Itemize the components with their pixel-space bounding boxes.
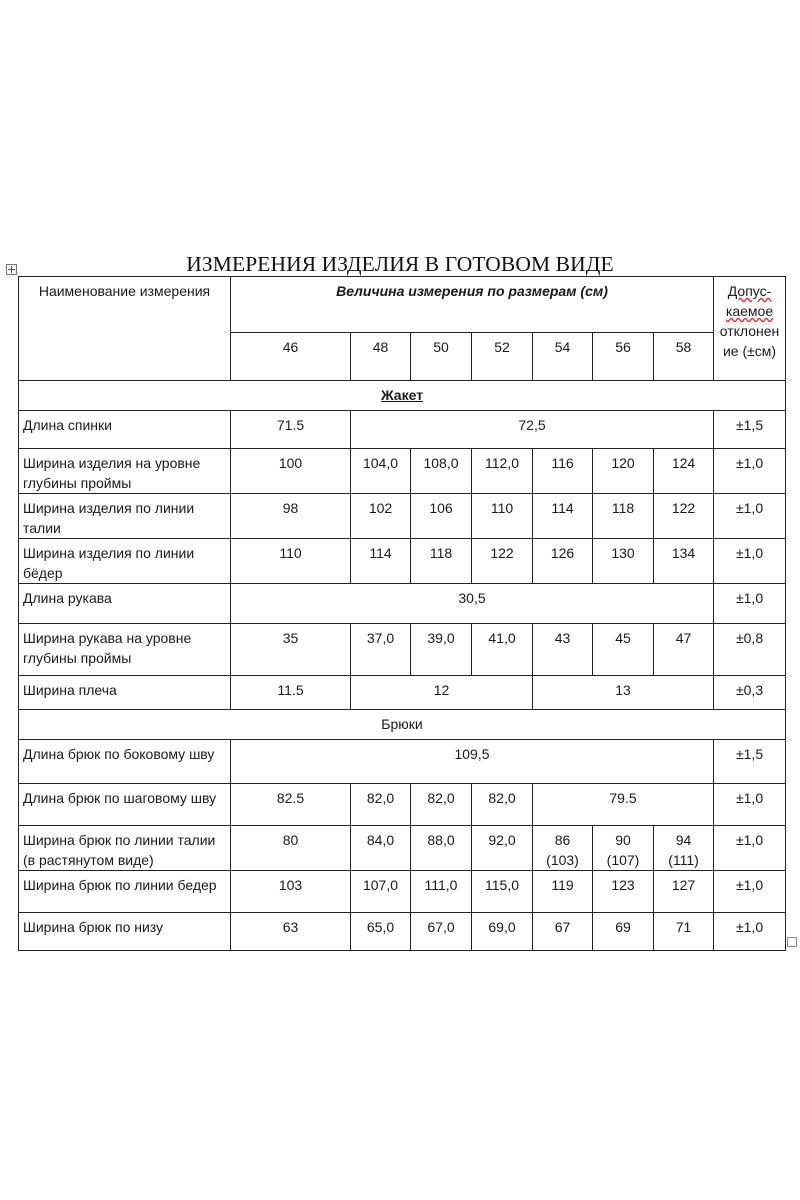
- size-58: 58: [654, 333, 714, 381]
- document-title: ИЗМЕРЕНИЯ ИЗДЕЛИЯ В ГОТОВОМ ВИДЕ: [186, 252, 614, 276]
- value-cell: 47: [654, 624, 714, 676]
- merged-value-cell: 72,5: [351, 411, 714, 449]
- value-cell: 110: [472, 494, 533, 539]
- size-54: 54: [533, 333, 593, 381]
- value-cell: 100: [231, 449, 351, 494]
- row-name: Ширина изделия по линии бёдер: [19, 539, 231, 584]
- value-cell: 102: [351, 494, 411, 539]
- value-cell: 63: [231, 913, 351, 951]
- value-cell: 126: [533, 539, 593, 584]
- value-main: 86: [554, 832, 571, 848]
- tolerance-line-3: отклонен: [719, 323, 780, 339]
- value-cell: 11.5: [231, 676, 351, 710]
- table-row: [19, 826, 786, 871]
- merged-value-cell: 109,5: [231, 740, 714, 784]
- table-row: [19, 539, 786, 584]
- value-cell: 65,0: [351, 913, 411, 951]
- tolerance-cell: ±1,5: [714, 411, 786, 449]
- table-row: [19, 624, 786, 676]
- value-cell: 41,0: [472, 624, 533, 676]
- merged-value-cell: 13: [533, 676, 714, 710]
- value-cell: 122: [654, 494, 714, 539]
- tolerance-cell: ±1,0: [714, 539, 786, 584]
- row-name: Длина брюк по шаговому шву: [19, 784, 231, 826]
- tolerance-cell: ±1,0: [714, 913, 786, 951]
- value-cell: 84,0: [351, 826, 411, 871]
- value-cell: 104,0: [351, 449, 411, 494]
- tolerance-cell: ±1,0: [714, 584, 786, 624]
- value-cell: 71.5: [231, 411, 351, 449]
- value-cell: 110: [231, 539, 351, 584]
- value-cell: 35: [231, 624, 351, 676]
- header-tolerance-cell: [714, 277, 786, 381]
- table-row: [19, 871, 786, 913]
- value-cell: 39,0: [411, 624, 472, 676]
- row-name: Длина брюк по боковому шву: [19, 740, 231, 784]
- table-row: [19, 584, 786, 624]
- table-row: [19, 740, 786, 784]
- tolerance-cell: ±1,0: [714, 784, 786, 826]
- merged-value-cell: 79.5: [533, 784, 714, 826]
- tolerance-cell: ±0,8: [714, 624, 786, 676]
- tolerance-cell: ±1,0: [714, 449, 786, 494]
- value-cell: 67,0: [411, 913, 472, 951]
- row-name: Длина рукава: [19, 584, 231, 624]
- size-48: 48: [351, 333, 411, 381]
- table-row: [19, 449, 786, 494]
- tolerance-line-2: каемое: [725, 303, 774, 319]
- section-jacket: Жакет: [19, 381, 786, 411]
- row-name: Ширина брюк по линии талии (в растянутом виде): [19, 826, 231, 871]
- tolerance-cell: ±1,0: [714, 494, 786, 539]
- tolerance-cell: ±0,3: [714, 676, 786, 710]
- value-cell: 114: [533, 494, 593, 539]
- section-jacket-row: [19, 381, 786, 411]
- value-cell: 45: [593, 624, 654, 676]
- merged-value-cell: 12: [351, 676, 533, 710]
- value-cell: 43: [533, 624, 593, 676]
- tolerance-line-4: ие (±см): [722, 343, 777, 359]
- value-cell: 118: [593, 494, 654, 539]
- value-cell: 122: [472, 539, 533, 584]
- value-cell: 106: [411, 494, 472, 539]
- value-cell: 111,0: [411, 871, 472, 913]
- merged-value-cell: 30,5: [231, 584, 714, 624]
- value-cell: 82,0: [351, 784, 411, 826]
- value-cell: 82,0: [411, 784, 472, 826]
- section-trousers-row: [19, 710, 786, 740]
- value-main: 90: [615, 832, 631, 848]
- value-cell: 123: [593, 871, 654, 913]
- value-cell: 69,0: [472, 913, 533, 951]
- table-row: [19, 494, 786, 539]
- value-main: 94: [675, 832, 692, 848]
- value-cell: 69: [593, 913, 654, 951]
- value-cell: 80: [231, 826, 351, 871]
- value-cell: 108,0: [411, 449, 472, 494]
- row-name: Ширина брюк по низу: [19, 913, 231, 951]
- value-stretched: (111): [668, 852, 699, 868]
- value-stretched: (103): [546, 852, 579, 868]
- value-cell: [593, 826, 654, 871]
- value-cell: 103: [231, 871, 351, 913]
- value-cell: 130: [593, 539, 654, 584]
- table-resize-handle-icon[interactable]: [787, 937, 797, 947]
- value-cell: 71: [654, 913, 714, 951]
- table-row: [19, 913, 786, 951]
- value-cell: 119: [533, 871, 593, 913]
- value-cell: 92,0: [472, 826, 533, 871]
- measurements-table: [18, 276, 786, 951]
- row-name: Ширина брюк по линии бедер: [19, 871, 231, 913]
- value-cell: 134: [654, 539, 714, 584]
- tolerance-cell: ±1,0: [714, 871, 786, 913]
- row-name: Ширина изделия по линии талии: [19, 494, 231, 539]
- header-size-group: Величина измерения по размерам (см): [231, 277, 714, 333]
- value-cell: 127: [654, 871, 714, 913]
- header-name-cell: Наименование измерения: [19, 277, 231, 381]
- row-name: Ширина плеча: [19, 676, 231, 710]
- value-cell: 118: [411, 539, 472, 584]
- value-cell: 114: [351, 539, 411, 584]
- value-cell: 37,0: [351, 624, 411, 676]
- value-cell: [654, 826, 714, 871]
- tolerance-cell: ±1,5: [714, 740, 786, 784]
- value-cell: 115,0: [472, 871, 533, 913]
- size-52: 52: [472, 333, 533, 381]
- value-cell: 82,0: [472, 784, 533, 826]
- value-cell: 107,0: [351, 871, 411, 913]
- tolerance-line-1: Допус-: [727, 283, 772, 299]
- value-cell: 112,0: [472, 449, 533, 494]
- value-cell: 67: [533, 913, 593, 951]
- value-cell: 88,0: [411, 826, 472, 871]
- value-cell: 82.5: [231, 784, 351, 826]
- value-cell: 120: [593, 449, 654, 494]
- value-cell: 124: [654, 449, 714, 494]
- table-row: [19, 676, 786, 710]
- header-row-top: [19, 277, 786, 333]
- value-cell: 116: [533, 449, 593, 494]
- size-56: 56: [593, 333, 654, 381]
- table-row: [19, 784, 786, 826]
- tolerance-cell: ±1,0: [714, 826, 786, 871]
- row-name: Ширина изделия на уровне глубины проймы: [19, 449, 231, 494]
- table-row: [19, 411, 786, 449]
- row-name: Ширина рукава на уровне глубины проймы: [19, 624, 231, 676]
- size-46: 46: [231, 333, 351, 381]
- section-trousers: Брюки: [19, 710, 786, 740]
- value-stretched: (107): [606, 852, 640, 868]
- value-cell: 98: [231, 494, 351, 539]
- row-name: Длина спинки: [19, 411, 231, 449]
- size-50: 50: [411, 333, 472, 381]
- value-cell: [533, 826, 593, 871]
